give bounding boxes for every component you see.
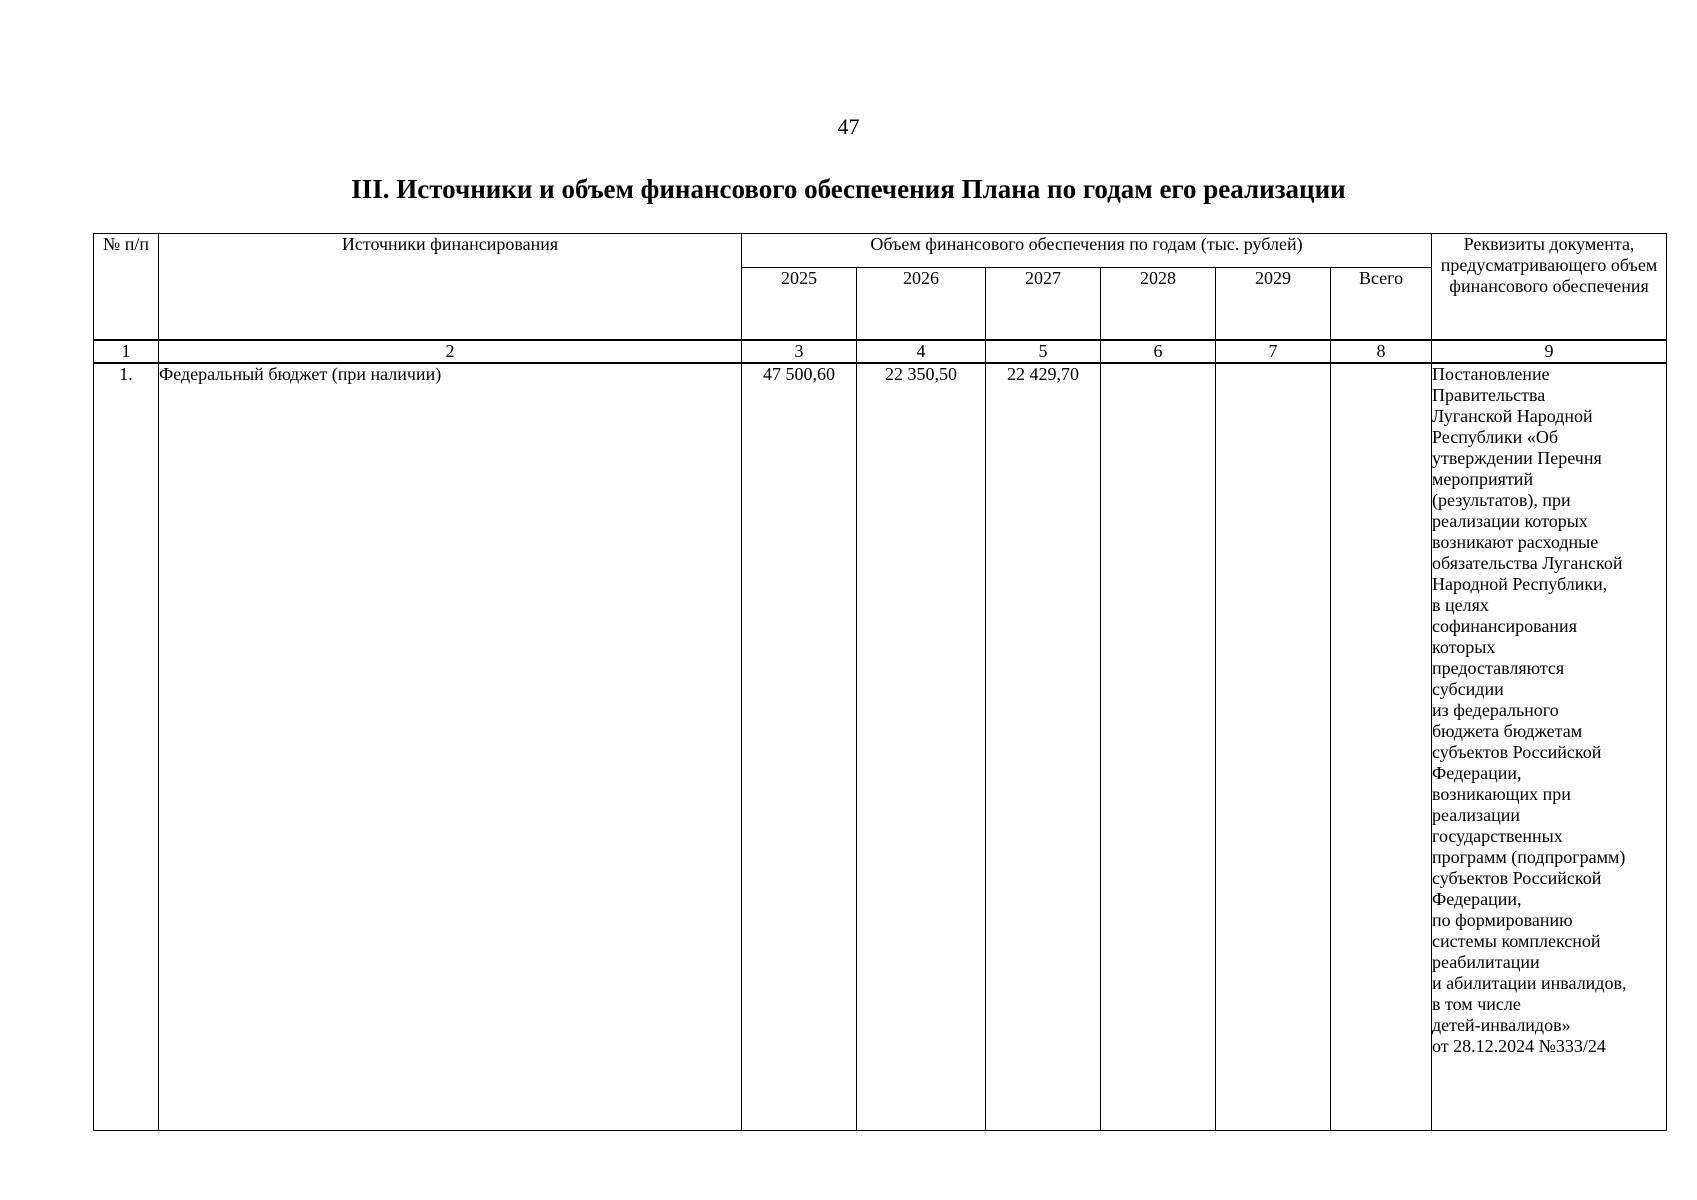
header-requisites: Реквизиты документа, предусматривающего объем финансового обеспечения: [1432, 234, 1667, 340]
requisites-line: предоставляются: [1432, 657, 1565, 678]
row-value-2028: [1101, 363, 1216, 1131]
requisites-line: утверждении Перечня: [1432, 447, 1602, 468]
row-num: 1.: [94, 363, 159, 1131]
requisites-line: реализации которых: [1432, 510, 1588, 531]
requisites-line: Луганской Народной: [1432, 405, 1593, 426]
requisites-line: в целях: [1432, 594, 1489, 615]
requisites-line: в том числе: [1432, 993, 1521, 1014]
requisites-line: бюджета бюджетам: [1432, 720, 1583, 741]
header-row-1: [94, 234, 1667, 268]
column-number: 7: [1216, 340, 1331, 363]
requisites-line: Народной Республики,: [1432, 573, 1608, 594]
header-year-2026: 2026: [857, 268, 986, 340]
column-number: 5: [986, 340, 1101, 363]
requisites-line: Постановление: [1432, 363, 1550, 384]
requisites-line: и абилитации инвалидов,: [1432, 972, 1627, 993]
section-title: III. Источники и объем финансового обеспечения Плана по годам его реализации: [351, 174, 1346, 204]
table-row: [94, 363, 1667, 1131]
requisites-line: Республики «Об: [1432, 426, 1558, 447]
header-year-2029: 2029: [1216, 268, 1331, 340]
row-total: [1331, 363, 1432, 1131]
requisites-line: возникают расходные: [1432, 531, 1599, 552]
requisites-line: государственных: [1432, 825, 1563, 846]
requisites-line: субъектов Российской: [1432, 867, 1602, 888]
row-value-2029: [1216, 363, 1331, 1131]
column-number: 2: [159, 340, 742, 363]
requisites-line: (результатов), при: [1432, 489, 1571, 510]
column-number: 9: [1432, 340, 1667, 363]
requisites-line: по формированию: [1432, 909, 1573, 930]
row-value-2025: 47 500,60: [742, 363, 857, 1131]
column-number: 6: [1101, 340, 1216, 363]
column-number-row: [94, 340, 1667, 363]
header-source: Источники финансирования: [159, 234, 742, 340]
column-number: 3: [742, 340, 857, 363]
column-number: 1: [94, 340, 159, 363]
requisites-line: субъектов Российской: [1432, 741, 1602, 762]
header-year-2028: 2028: [1101, 268, 1216, 340]
header-volume-group: Объем финансового обеспечения по годам (тыс. рублей): [742, 234, 1432, 268]
requisites-line: Правительства: [1432, 384, 1546, 405]
requisites-line: обязательства Луганской: [1432, 552, 1623, 573]
requisites-line: которых: [1432, 636, 1496, 657]
requisites-line: реабилитации: [1432, 951, 1540, 972]
requisites-line: Федерации,: [1432, 888, 1522, 909]
header-num: № п/п: [94, 234, 159, 340]
row-value-2027: 22 429,70: [986, 363, 1101, 1131]
header-year-2027: 2027: [986, 268, 1101, 340]
row-requisites: [1432, 363, 1667, 1131]
requisites-line: системы комплексной: [1432, 930, 1601, 951]
requisites-line: от 28.12.2024 №333/24: [1432, 1035, 1606, 1056]
requisites-line: из федерального: [1432, 699, 1559, 720]
header-year-2025: 2025: [742, 268, 857, 340]
column-number: 4: [857, 340, 986, 363]
row-value-2026: 22 350,50: [857, 363, 986, 1131]
column-number: 8: [1331, 340, 1432, 363]
requisites-line: возникающих при: [1432, 783, 1571, 804]
requisites-line: субсидии: [1432, 678, 1504, 699]
row-source: Федеральный бюджет (при наличии): [159, 363, 742, 1131]
requisites-line: софинансирования: [1432, 615, 1577, 636]
requisites-line: реализации: [1432, 804, 1520, 825]
page-number: 47: [837, 114, 860, 139]
requisites-line: Федерации,: [1432, 762, 1522, 783]
financing-table: [93, 233, 1667, 1131]
header-total: Всего: [1331, 268, 1432, 340]
requisites-line: детей-инвалидов»: [1432, 1014, 1571, 1035]
requisites-line: мероприятий: [1432, 468, 1534, 489]
requisites-line: программ (подпрограмм): [1432, 846, 1626, 867]
